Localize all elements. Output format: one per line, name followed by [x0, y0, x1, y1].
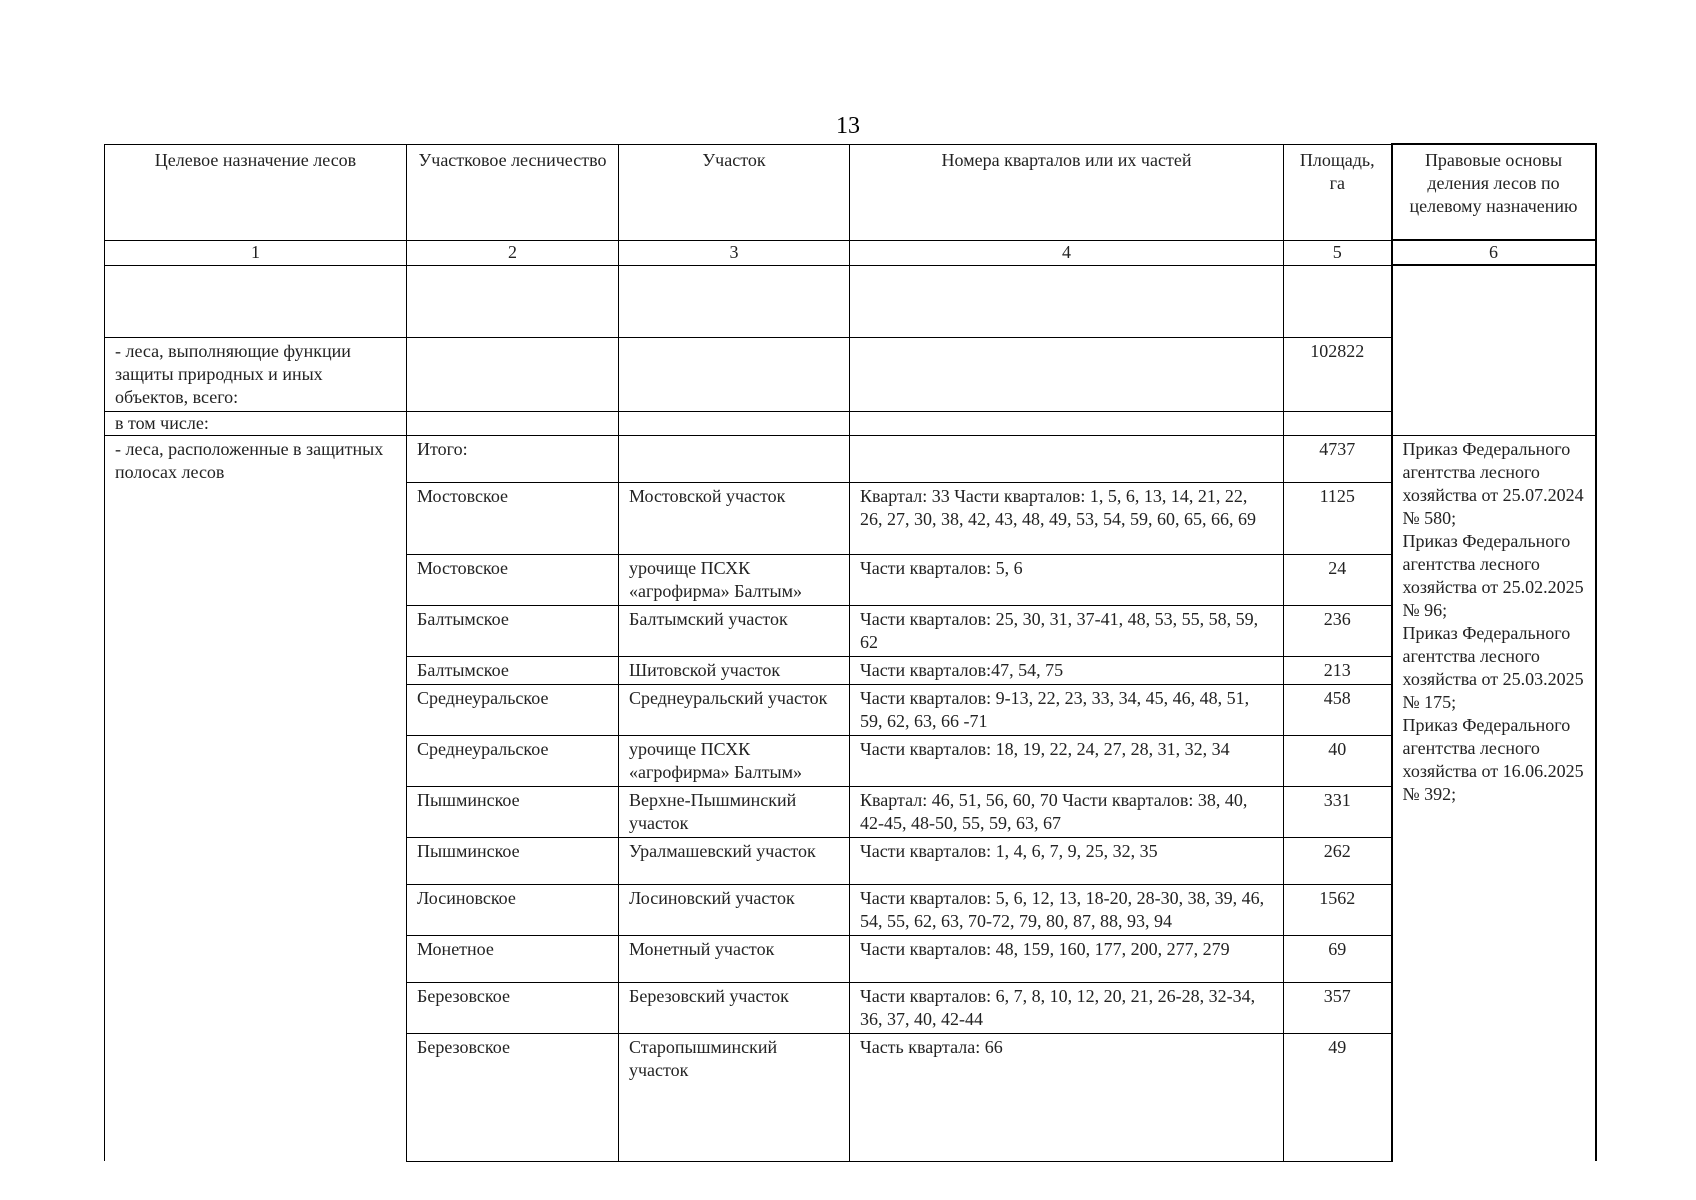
row-area: 40 — [1284, 735, 1392, 786]
row-area: 331 — [1284, 786, 1392, 837]
forestry-name: Монетное — [407, 935, 619, 982]
column-number: 5 — [1284, 240, 1392, 265]
forestry-name: Мостовское — [407, 554, 619, 605]
summary-area: 102822 — [1284, 337, 1392, 411]
row-area: 49 — [1284, 1033, 1392, 1161]
forestry-name: Мостовское — [407, 482, 619, 554]
row-area: 357 — [1284, 982, 1392, 1033]
column-number: 2 — [407, 240, 619, 265]
forestry-name: Балтымское — [407, 605, 619, 656]
empty-cell — [850, 411, 1284, 435]
total-area: 4737 — [1284, 435, 1392, 482]
empty-cell — [105, 265, 407, 337]
quarter-numbers: Части кварталов: 1, 4, 6, 7, 9, 25, 32, 35 — [850, 837, 1284, 884]
forestry-name: Среднеуральское — [407, 684, 619, 735]
quarter-numbers: Части кварталов: 18, 19, 22, 24, 27, 28, 31, 32, 34 — [850, 735, 1284, 786]
column-number-row — [105, 240, 1596, 265]
forest-purpose-table — [104, 143, 1597, 1162]
row-area: 458 — [1284, 684, 1392, 735]
row-area: 1562 — [1284, 884, 1392, 935]
empty-cell — [850, 337, 1284, 411]
quarter-numbers: Части кварталов: 9-13, 22, 23, 33, 34, 45, 46, 48, 51, 59, 62, 63, 66 -71 — [850, 684, 1284, 735]
page-number: 13 — [836, 113, 860, 139]
row-area: 24 — [1284, 554, 1392, 605]
empty-cell — [407, 337, 619, 411]
header-area: Площадь, га — [1284, 144, 1392, 240]
site-name: Мостовской участок — [619, 482, 850, 554]
column-number: 4 — [850, 240, 1284, 265]
quarter-numbers: Квартал: 46, 51, 56, 60, 70 Части кварталов: 38, 40, 42-45, 48-50, 55, 59, 63, 67 — [850, 786, 1284, 837]
site-name: Лосиновский участок — [619, 884, 850, 935]
quarter-numbers: Части кварталов: 48, 159, 160, 177, 200, 277, 279 — [850, 935, 1284, 982]
site-name: урочище ПСХК «агрофирма» Балтым» — [619, 554, 850, 605]
empty-cell — [1284, 411, 1392, 435]
empty-cell — [619, 411, 850, 435]
header-forestry: Участковое лесничество — [407, 144, 619, 240]
legal-basis-item: Приказ Федерального агентства лесного хозяйства от 25.03.2025 № 175; — [1402, 622, 1584, 712]
forestry-name: Пышминское — [407, 837, 619, 884]
total-row — [105, 435, 1596, 482]
site-name: Верхне-Пышминский участок — [619, 786, 850, 837]
header-quarters: Номера кварталов или их частей — [850, 144, 1284, 240]
forestry-name: Березовское — [407, 1033, 619, 1161]
column-number: 6 — [1392, 240, 1596, 265]
row-area: 262 — [1284, 837, 1392, 884]
site-name: Березовский участок — [619, 982, 850, 1033]
forestry-name: Балтымское — [407, 656, 619, 684]
site-name: урочище ПСХК «агрофирма» Балтым» — [619, 735, 850, 786]
empty-cell — [619, 337, 850, 411]
total-label: Итого: — [407, 435, 619, 482]
site-name: Монетный участок — [619, 935, 850, 982]
quarter-numbers: Квартал: 33 Части кварталов: 1, 5, 6, 13, 14, 21, 22, 26, 27, 30, 38, 42, 43, 48, 49, 53, 54, 59, 60, 65, 66, 69 — [850, 482, 1284, 554]
summary-purpose: - леса, выполняющие функции защиты природных и иных объектов, всего: — [105, 337, 407, 411]
empty-cell — [407, 411, 619, 435]
empty-cell — [407, 265, 619, 337]
column-number: 1 — [105, 240, 407, 265]
summary-row — [105, 337, 1596, 411]
forestry-name: Березовское — [407, 982, 619, 1033]
quarter-numbers: Части кварталов: 6, 7, 8, 10, 12, 20, 21, 26-28, 32-34, 36, 37, 40, 42-44 — [850, 982, 1284, 1033]
quarter-numbers: Часть квартала: 66 — [850, 1033, 1284, 1161]
site-name: Балтымский участок — [619, 605, 850, 656]
quarter-numbers: Части кварталов: 25, 30, 31, 37-41, 48, 53, 55, 58, 59, 62 — [850, 605, 1284, 656]
group-purpose: - леса, расположенные в защитных полосах лесов — [105, 435, 407, 1161]
empty-row — [105, 265, 1596, 337]
header-row — [105, 144, 1596, 240]
quarter-numbers: Части кварталов:47, 54, 75 — [850, 656, 1284, 684]
legal-basis-item: Приказ Федерального агентства лесного хозяйства от 16.06.2025 № 392; — [1402, 714, 1584, 804]
empty-cell — [850, 435, 1284, 482]
forestry-name: Среднеуральское — [407, 735, 619, 786]
legal-basis-item: Приказ Федерального агентства лесного хозяйства от 25.07.2024 № 580; — [1402, 438, 1584, 528]
empty-cell — [619, 265, 850, 337]
forestry-name: Лосиновское — [407, 884, 619, 935]
site-name: Шитовской участок — [619, 656, 850, 684]
site-name: Уралмашевский участок — [619, 837, 850, 884]
empty-cell — [1284, 265, 1392, 337]
quarter-numbers: Части кварталов: 5, 6 — [850, 554, 1284, 605]
including-row — [105, 411, 1596, 435]
including-label: в том числе: — [105, 411, 407, 435]
quarter-numbers: Части кварталов: 5, 6, 12, 13, 18-20, 28-30, 38, 39, 46, 54, 55, 62, 63, 70-72, 79, 80, 87, 88, 93, 94 — [850, 884, 1284, 935]
empty-legal-cell — [1392, 265, 1596, 435]
column-number: 3 — [619, 240, 850, 265]
empty-cell — [619, 435, 850, 482]
header-purpose: Целевое назначение лесов — [105, 144, 407, 240]
row-area: 213 — [1284, 656, 1392, 684]
legal-basis-item: Приказ Федерального агентства лесного хозяйства от 25.02.2025 № 96; — [1402, 530, 1584, 620]
row-area: 236 — [1284, 605, 1392, 656]
empty-cell — [850, 265, 1284, 337]
legal-basis-cell — [1392, 435, 1596, 1161]
row-area: 1125 — [1284, 482, 1392, 554]
forestry-name: Пышминское — [407, 786, 619, 837]
site-name: Среднеуральский участок — [619, 684, 850, 735]
row-area: 69 — [1284, 935, 1392, 982]
site-name: Старопышминский участок — [619, 1033, 850, 1161]
header-site: Участок — [619, 144, 850, 240]
header-legal-basis: Правовые основы деления лесов по целевому назначению — [1392, 144, 1596, 240]
